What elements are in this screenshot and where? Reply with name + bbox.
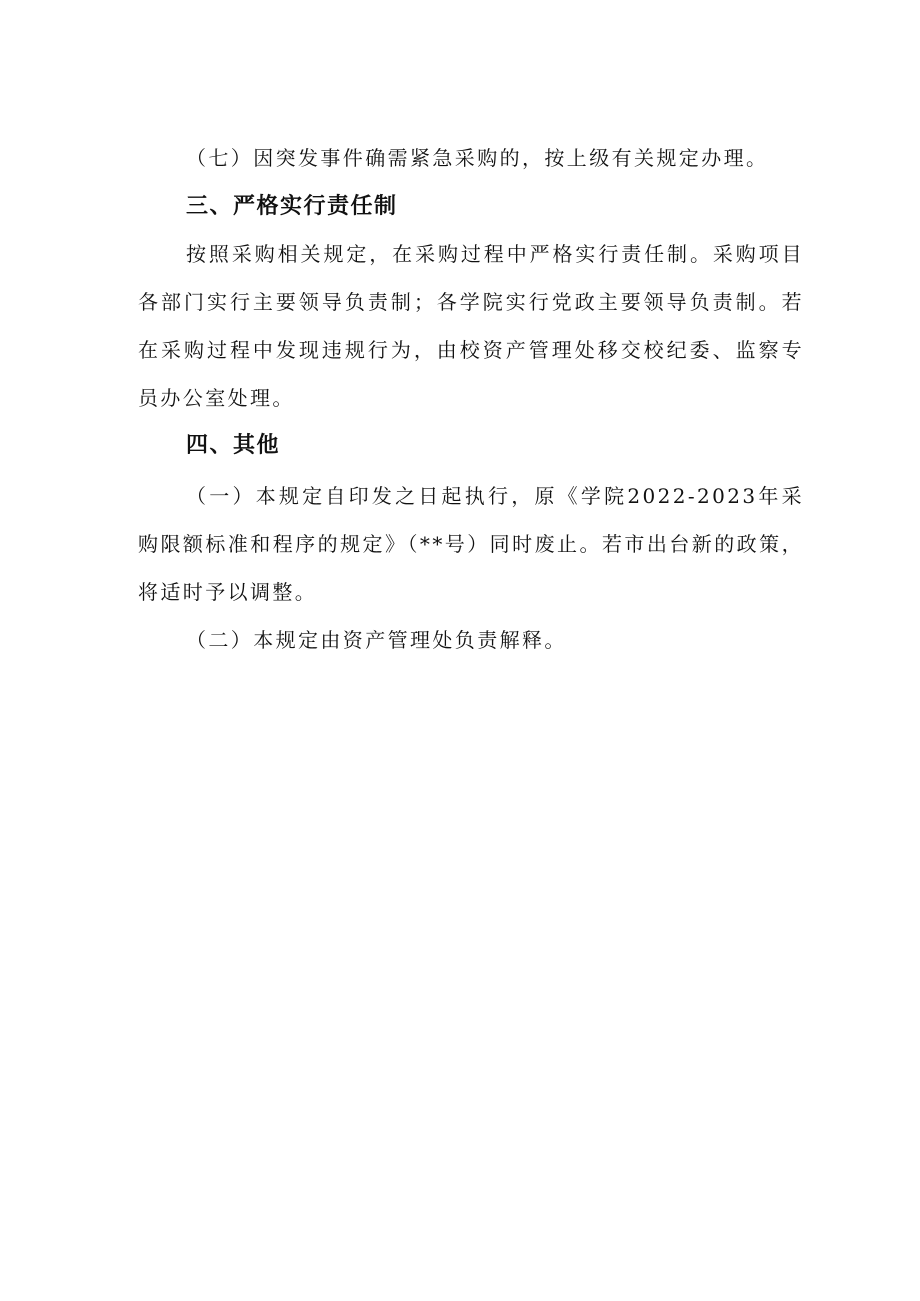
section-three-body: 按照采购相关规定，在采购过程中严格实行责任制。采购项目各部门实行主要领导负责制；各学院实行党政主要领导负责制。若在采购过程中发现违规行为，由校资产管理处移交校纪委、监察专员办公室处理。	[138, 242, 804, 410]
section-four-item-two: （二）本规定由资产管理处负责解释。	[186, 628, 567, 652]
section-three-heading: 三、严格实行责任制	[186, 194, 398, 219]
section-four-heading: 四、其他	[186, 433, 281, 458]
section-four-item-one: （一）本规定自印发之日起执行，原《学院2022-2023年采购限额标准和程序的规定》（**号）同时废止。若市出台新的政策，将适时予以调整。	[138, 484, 804, 604]
item-seven-paragraph: （七）因突发事件确需紧急采购的，按上级有关规定办理。	[186, 146, 769, 170]
